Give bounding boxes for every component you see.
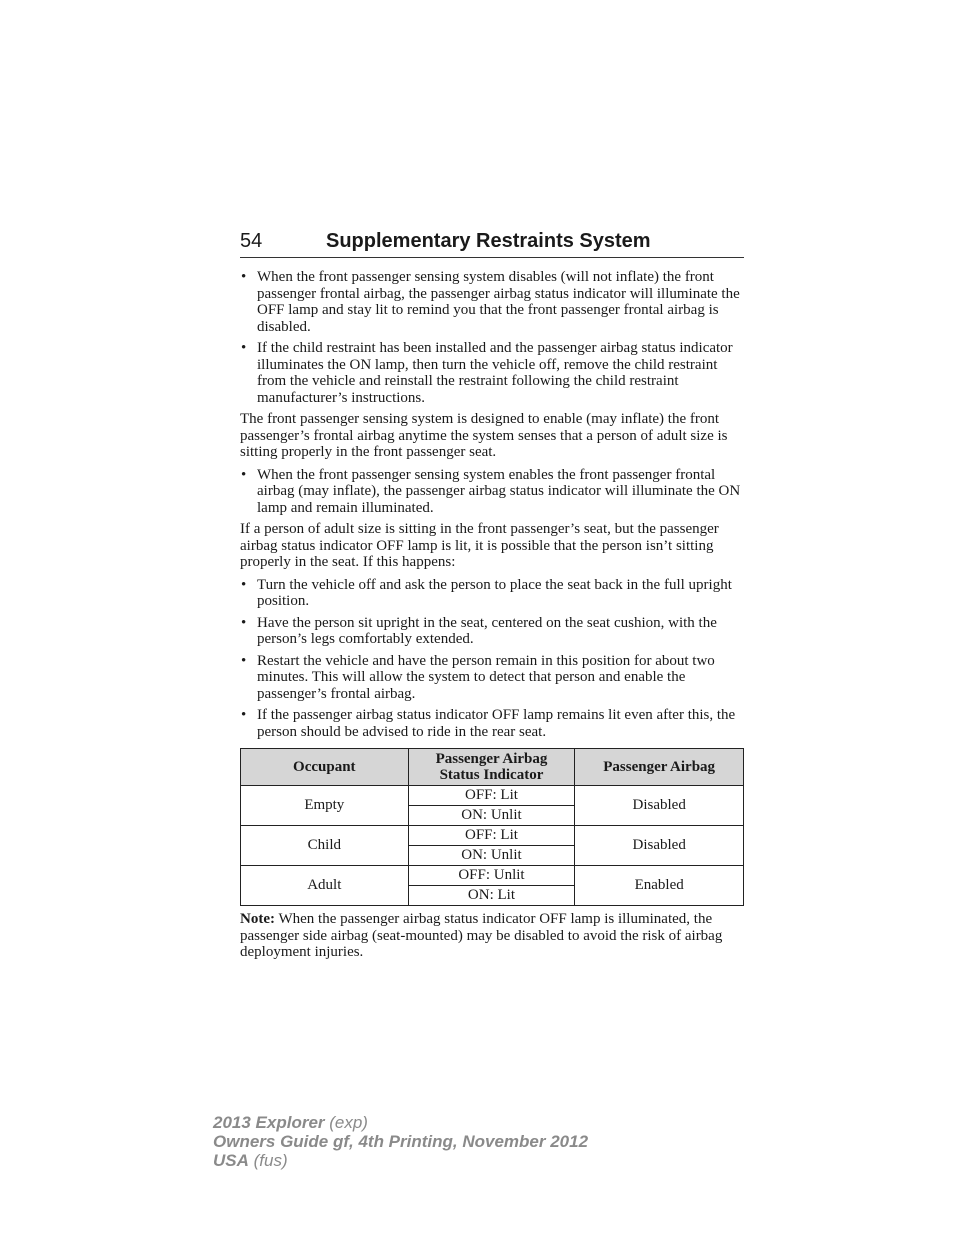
header-passenger-airbag: Passenger Airbag [575,749,744,786]
table-row [241,786,744,806]
section-title: Supplementary Restraints System [326,230,651,252]
indicator-cell: OFF: Lit [408,826,575,846]
bullet-item: • If the child restraint has been installed and the passenger airbag status indicator illuminates the ON lamp, then turn the vehicle off, remove the child restraint from the vehicle and reinstall the restraint following the child restraint manufacturer’s instructions. [240,340,745,406]
indicator-cell: ON: Unlit [408,806,575,826]
airbag-cell: Enabled [575,866,744,906]
header-status-indicator: Passenger Airbag Status Indicator [408,749,575,786]
bullet-item: • Have the person sit upright in the seat, centered on the seat cushion, with the person’s legs comfortably extended. [240,615,745,648]
airbag-status-table [240,748,744,906]
page-number: 54 [240,230,263,252]
bullet-item: • Turn the vehicle off and ask the person to place the seat back in the full upright position. [240,577,745,610]
note-text: When the passenger airbag status indicator OFF lamp is illuminated, the passenger side airbag (seat-mounted) may be disabled to avoid the risk of airbag deployment injuries. [240,911,723,960]
footer-line-2: Owners Guide gf, 4th Printing, November 2012 [213,1132,589,1151]
indicator-cell: OFF: Lit [408,786,575,806]
table-row [241,826,744,846]
footer-model: 2013 Explorer [213,1113,325,1132]
page-header [240,230,744,258]
footer-model-code: (exp) [324,1113,368,1132]
bullet-item: • When the front passenger sensing system disables (will not inflate) the front passenger frontal airbag, the passenger airbag status indicator will illuminate the OFF lamp and stay lit to remind you that the front passenger frontal airbag is disabled. [240,269,745,335]
indicator-cell: ON: Lit [408,886,575,906]
note-label: Note: [240,911,275,927]
indicator-cell: ON: Unlit [408,846,575,866]
note-paragraph [240,911,745,961]
airbag-cell: Disabled [575,826,744,866]
header-occupant: Occupant [241,749,409,786]
occupant-cell: Adult [241,866,409,906]
indicator-cell: OFF: Unlit [408,866,575,886]
table-row [241,866,744,886]
bullet-item: • When the front passenger sensing system enables the front passenger frontal airbag (may inflate), the passenger airbag status indicator will illuminate the ON lamp and remain illuminated. [240,467,745,517]
page-footer [213,1113,588,1170]
paragraph: The front passenger sensing system is designed to enable (may inflate) the front passenger’s frontal airbag anytime the system senses that a person of adult size is sitting properly in the front passenger seat. [240,411,728,460]
occupant-cell: Empty [241,786,409,826]
bullet-item: • If the passenger airbag status indicator OFF lamp remains lit even after this, the person should be advised to ride in the rear seat. [240,707,745,740]
paragraph: If a person of adult size is sitting in the front passenger’s seat, but the passenger airbag status indicator OFF lamp is lit, it is possible that the person isn’t sitting properly in the seat. If this happens: [240,521,719,570]
page-content [240,269,745,961]
bullet-item: • Restart the vehicle and have the person remain in this position for about two minutes. This will allow the system to detect that person and enable the passenger’s frontal airbag. [240,653,745,703]
footer-market: USA [213,1151,249,1170]
airbag-cell: Disabled [575,786,744,826]
table-header-row [241,749,744,786]
footer-line-1 [213,1113,588,1132]
footer-market-code: (fus) [248,1151,288,1170]
occupant-cell: Child [241,826,409,866]
footer-line-3 [213,1151,588,1170]
